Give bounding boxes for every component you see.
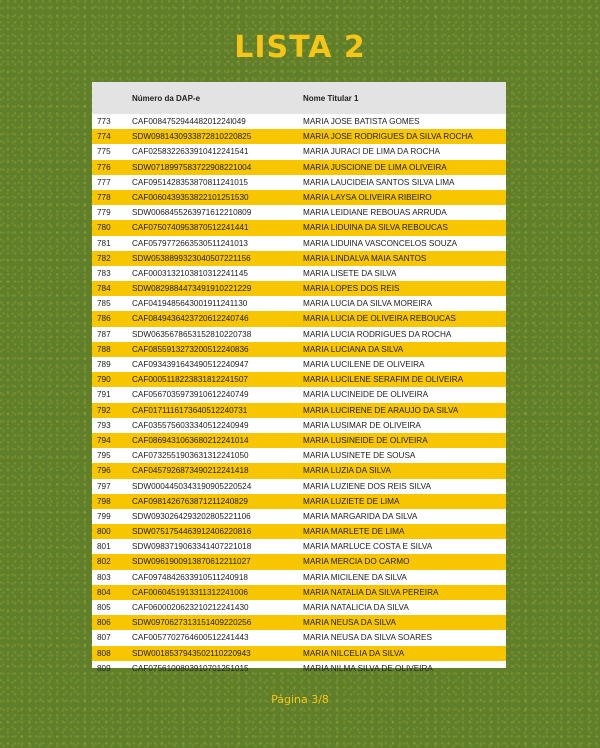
holder-name: MARIA LUSIMAR DE OLIVEIRA	[303, 420, 421, 430]
table-row	[92, 585, 506, 600]
holder-name: MARIA LUZIENE DOS REIS SILVA	[303, 481, 431, 491]
row-number: 779	[97, 208, 111, 218]
dap-number: SDW0983719063341407221018	[132, 542, 252, 552]
page-number: Página 3/8	[271, 693, 329, 706]
dap-number: SDW0930264293202805221106	[132, 511, 251, 521]
row-number: 775	[97, 147, 111, 157]
table-row	[92, 144, 506, 159]
dap-number: SDW0538899323040507221156	[132, 253, 251, 263]
dap-number: CAF0355756033340512240949	[132, 420, 249, 430]
table-row	[92, 357, 506, 372]
table-row	[92, 327, 506, 342]
holder-name: MARIA LAYSA OLIVEIRA RIBEIRO	[303, 192, 432, 202]
holder-name: MARIA NEUSA DA SILVA SOARES	[303, 633, 432, 643]
table-header	[92, 82, 506, 114]
holder-name: MARIA MARLUCE COSTA E SILVA	[303, 542, 433, 552]
table-row	[92, 661, 506, 676]
holder-name: MARIA LAUCIDEIA SANTOS SILVA LIMA	[303, 177, 455, 187]
table-row	[92, 175, 506, 190]
row-number: 800	[97, 527, 111, 537]
data-table	[92, 82, 506, 673]
table-row	[92, 372, 506, 387]
holder-name: MARIA LEIDIANE REBOUAS ARRUDA	[303, 208, 447, 218]
dap-number: CAF0419485643001911241130	[132, 299, 248, 309]
table-row	[92, 403, 506, 418]
row-number: 784	[97, 284, 111, 294]
dap-number: CAF0060451913311312241006	[132, 587, 248, 597]
row-number: 773	[97, 117, 111, 126]
dap-number: SDW0018537943502110220943	[132, 648, 251, 658]
table-row	[92, 190, 506, 205]
holder-name: MARIA LISETE DA SILVA	[303, 268, 397, 278]
row-number: 793	[97, 420, 111, 430]
table-row	[92, 630, 506, 645]
table-row	[92, 236, 506, 251]
holder-name: MARIA LUZIETE DE LIMA	[303, 496, 400, 506]
dap-number: CAF0171116173640512240731	[132, 405, 248, 415]
dap-number: SDW0829884473491910221229	[132, 284, 252, 294]
column-header-name: Nome Titular 1	[303, 94, 359, 103]
dap-number: CAF008475294448201224l049	[132, 117, 246, 126]
table-row	[92, 205, 506, 220]
table-row	[92, 524, 506, 539]
holder-name: MARIA JOSE BATISTA GOMES	[303, 117, 420, 126]
dap-number: SDW0981430933872810220825	[132, 132, 252, 142]
holder-name: MARIA LUCIA DA SILVA MOREIRA	[303, 299, 432, 309]
dap-number: CAF0855913273200512240836	[132, 344, 249, 354]
row-number: 801	[97, 542, 111, 552]
dap-number: CAF0567035973910612240749	[132, 390, 249, 400]
row-number: 783	[97, 268, 111, 278]
holder-name: MARIA NATALICIA DA SILVA	[303, 603, 409, 612]
holder-name: MARIA LUCINEIDE DE OLIVEIRA	[303, 390, 429, 400]
row-number: 805	[97, 603, 111, 612]
row-number: 791	[97, 390, 111, 400]
row-number: 798	[97, 496, 111, 506]
dap-number: SDW0068455263971612210809	[132, 208, 252, 218]
dap-number: CAF0981426763871211240829	[132, 496, 248, 506]
dap-number: CAF0600020623210212241430	[132, 603, 249, 612]
table-row	[92, 570, 506, 585]
table-row	[92, 448, 506, 463]
holder-name: MARIA LUCILENE SERAFIM DE OLIVEIRA	[303, 375, 464, 385]
table-row	[92, 251, 506, 266]
table-row	[92, 296, 506, 311]
dap-number: CAF0849436423720612240746	[132, 314, 249, 324]
table-row	[92, 509, 506, 524]
table-row	[92, 615, 506, 630]
table-row	[92, 539, 506, 554]
row-number: 799	[97, 511, 111, 521]
row-number: 807	[97, 633, 111, 643]
row-number: 792	[97, 405, 111, 415]
dap-number: CAF0060439353822101251530	[132, 192, 249, 202]
dap-number: CAF0869431063680212241014	[132, 435, 249, 445]
table-row	[92, 114, 506, 129]
dap-number: CAF0756100803910701251015	[132, 663, 249, 673]
holder-name: MARIA MARGARIDA DA SILVA	[303, 511, 418, 521]
row-number: 806	[97, 618, 111, 628]
row-number: 787	[97, 329, 111, 339]
row-number: 808	[97, 648, 111, 658]
row-number: 788	[97, 344, 111, 354]
holder-name: MARIA LUCIRENE DE ARAUJO DA SILVA	[303, 405, 459, 415]
dap-number: CAF0005118223831812241507	[132, 375, 248, 385]
dap-number: CAF0750740953870512241441	[132, 223, 249, 233]
holder-name: MARIA JUSCIONE DE LIMA OLIVEIRA	[303, 162, 447, 172]
table-row	[92, 220, 506, 235]
column-header-dap: Número da DAP-e	[132, 94, 201, 103]
holder-name: MARIA LUSINETE DE SOUSA	[303, 451, 416, 461]
table-row	[92, 342, 506, 357]
row-number: 790	[97, 375, 111, 385]
row-number: 780	[97, 223, 111, 233]
table-row	[92, 646, 506, 661]
row-number: 786	[97, 314, 111, 324]
row-number: 785	[97, 299, 111, 309]
holder-name: MARIA LUZIA DA SILVA	[303, 466, 391, 476]
holder-name: MARIA NATALIA DA SILVA PEREIRA	[303, 587, 439, 597]
table-row	[92, 160, 506, 175]
dap-number: CAF0951428353870811241015	[132, 177, 248, 187]
table-row	[92, 311, 506, 326]
table-row	[92, 463, 506, 478]
dap-number: CAF0974842633910511240918	[132, 572, 248, 582]
dap-number: CAF0934391643490512240947	[132, 360, 249, 369]
holder-name: MARIA NEUSA DA SILVA	[303, 618, 396, 628]
dap-number: CAF0579772663530511241013	[132, 238, 248, 248]
page-title: LISTA 2	[234, 30, 366, 65]
table-row	[92, 554, 506, 569]
table-row	[92, 281, 506, 296]
dap-number: CAF0732551903631312241050	[132, 451, 249, 461]
holder-name: MARIA LUCILENE DE OLIVEIRA	[303, 360, 425, 369]
holder-name: MARIA LIDUINA VASCONCELOS SOUZA	[303, 238, 458, 248]
table-row	[92, 266, 506, 281]
row-number: 777	[97, 177, 111, 187]
holder-name: MARIA LUSINEIDE DE OLIVEIRA	[303, 435, 428, 445]
holder-name: MARIA LUCIA RODRIGUES DA ROCHA	[303, 329, 452, 339]
table-row	[92, 418, 506, 433]
holder-name: MARIA MARLETE DE LIMA	[303, 527, 405, 537]
row-number: 795	[97, 451, 111, 461]
table-row	[92, 433, 506, 448]
holder-name: MARIA LOPES DOS REIS	[303, 284, 400, 294]
dap-number: CAF0457926873490212241418	[132, 466, 249, 476]
row-number: 782	[97, 253, 111, 263]
table-row	[92, 600, 506, 615]
holder-name: MARIA JURACI DE LIMA DA ROCHA	[303, 147, 440, 157]
row-number: 809	[97, 663, 111, 673]
dap-number: SDW0961900913870612211027	[132, 557, 251, 567]
holder-name: MARIA LUCIA DE OLIVEIRA REBOUCAS	[303, 314, 456, 324]
row-number: 776	[97, 162, 111, 172]
row-number: 781	[97, 238, 111, 248]
row-number: 789	[97, 360, 111, 369]
row-number: 778	[97, 192, 111, 202]
row-number: 803	[97, 572, 111, 582]
row-number: 796	[97, 466, 111, 476]
row-number: 802	[97, 557, 111, 567]
holder-name: MARIA LIDUINA DA SILVA REBOUCAS	[303, 223, 448, 233]
dap-number: SDW0635678653152810220738	[132, 329, 252, 339]
holder-name: MARIA LUCIANA DA SILVA	[303, 344, 404, 354]
holder-name: MARIA NILCELIA DA SILVA	[303, 648, 405, 658]
dap-number: SDW0970627313151409220256	[132, 618, 252, 628]
row-number: 774	[97, 132, 111, 142]
row-number: 804	[97, 587, 111, 597]
dap-number: SDW0004450343190905220524	[132, 481, 252, 491]
holder-name: MARIA JOSE RODRIGUES DA SILVA ROCHA	[303, 132, 473, 142]
dap-number: CAF0057702764600512241443	[132, 633, 249, 643]
holder-name: MARIA LINDALVA MAIA SANTOS	[303, 253, 427, 263]
holder-name: MARIA NILMA SILVA DE OLIVEIRA	[303, 663, 433, 673]
dap-number: CAF0258322633910412241541	[132, 147, 249, 157]
dap-number: CAF0003132103810312241145	[132, 268, 248, 278]
holder-name: MARIA MERCIA DO CARMO	[303, 557, 410, 567]
table-row	[92, 387, 506, 402]
row-number: 797	[97, 481, 111, 491]
table-body	[92, 114, 506, 676]
table-row	[92, 494, 506, 509]
table-row	[92, 479, 506, 494]
holder-name: MARIA MICILENE DA SILVA	[303, 572, 407, 582]
dap-number: SDW0718997583722908221004	[132, 162, 252, 172]
table-row	[92, 129, 506, 144]
row-number: 794	[97, 435, 111, 445]
dap-number: SDW0751754463912406220816	[132, 527, 252, 537]
